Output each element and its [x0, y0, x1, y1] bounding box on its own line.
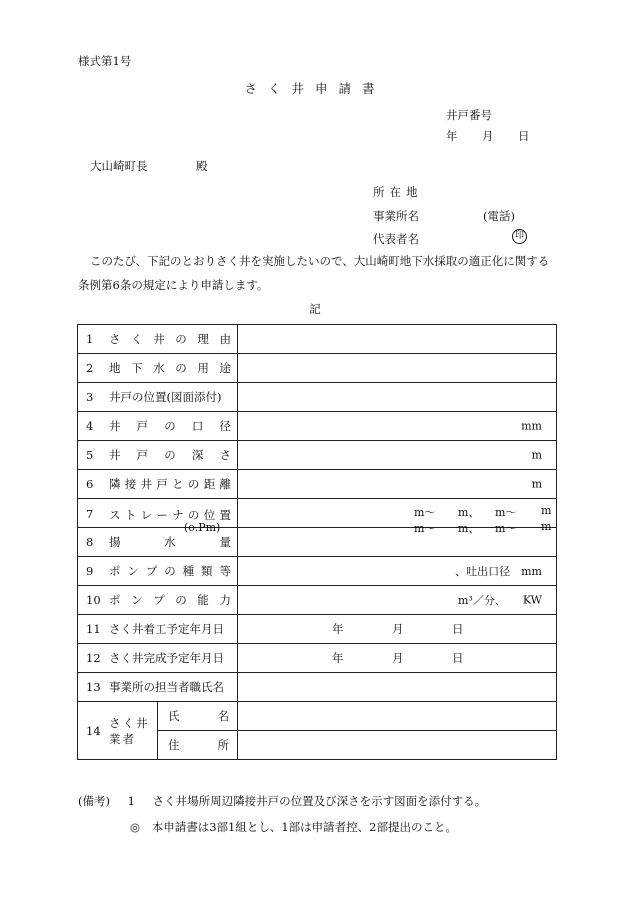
strainer-unit: m、: [458, 522, 480, 535]
row-number: 5: [86, 448, 94, 462]
notes-prefix: (備考): [78, 794, 110, 808]
date-cell[interactable]: [238, 644, 557, 673]
row-sublabel: (o.Pm): [184, 521, 221, 534]
table-row: [78, 412, 557, 441]
unit-label: mm: [521, 419, 542, 433]
date-year: 年: [446, 129, 458, 143]
table-row: [78, 383, 557, 412]
value-cell[interactable]: [238, 325, 557, 354]
table-row: [78, 499, 557, 528]
name-label: 氏 名: [168, 709, 229, 723]
date-month: 月: [482, 129, 494, 143]
strainer-unit: m〜: [414, 522, 436, 535]
well-number-label: 井戸番号: [446, 108, 492, 122]
value-cell[interactable]: [238, 586, 557, 615]
applicant-representative: [373, 231, 533, 247]
representative-label: 代表者名: [373, 232, 419, 246]
row-number: 6: [86, 477, 94, 491]
applicant-address: [373, 184, 533, 200]
row-label: 揚 水 量: [109, 535, 231, 549]
bullet-icon: ◎: [130, 820, 141, 834]
row-number: 1: [86, 332, 94, 346]
strainer-cell[interactable]: [238, 499, 557, 535]
table-row: [78, 470, 557, 499]
date-year: 年: [332, 622, 344, 636]
unit-label: KW: [522, 593, 542, 607]
applicant-office: [373, 208, 533, 224]
row-label: さ く 井 の 理 由: [109, 332, 231, 346]
strainer-unit: m〜: [495, 506, 517, 519]
row-label: ポ ン プ の 能 力: [109, 593, 231, 607]
note-text: さく井場所周辺隣接井戸の位置及び深さを示す図面を添付する。: [152, 794, 487, 808]
strainer-unit: m: [541, 520, 552, 533]
row-number: 12: [86, 651, 101, 665]
strainer-unit: m: [541, 504, 552, 517]
table-row: [78, 557, 557, 586]
table-row: [78, 325, 557, 354]
row-label: さく井着工予定年月日: [109, 622, 224, 636]
value-cell[interactable]: [238, 354, 557, 383]
note-text: 本申請書は3部1組とし、1部は申請者控、2部提出のこと。: [151, 820, 457, 834]
table-row: [78, 673, 557, 702]
address-label: 所在地: [373, 185, 423, 199]
strainer-unit: m〜: [414, 506, 436, 519]
row-label: 井 戸 の 深 さ: [109, 448, 231, 462]
value-cell[interactable]: [238, 528, 557, 557]
row-label: 井戸の位置(図面添付): [109, 390, 222, 404]
date-day: 日: [452, 622, 464, 636]
row-label: ス ト レ ー ナ の 位 置: [109, 508, 231, 522]
table-row: [78, 586, 557, 615]
address-label: 住 所: [168, 738, 229, 752]
note-item-2: [130, 819, 457, 835]
row-number: 10: [86, 593, 101, 607]
table-row: [78, 528, 557, 557]
strainer-unit: m〜: [495, 522, 517, 535]
unit-label: m³／分、: [458, 594, 506, 607]
contractor-address-cell[interactable]: [238, 731, 557, 760]
honorific: 殿: [196, 159, 208, 173]
row-number: 9: [86, 564, 94, 578]
row-label: 井 戸 の 口 径: [109, 419, 231, 433]
contractor-label-cell: [78, 702, 158, 760]
value-cell[interactable]: [238, 673, 557, 702]
row-number: 13: [86, 680, 101, 694]
seal-icon: 印: [512, 229, 527, 244]
note-number: 1: [127, 794, 135, 808]
application-statement: このたび、下記のとおりさく井を実施したいので、大山崎町地下水採取の適正化に関する条例第6条の規定により申請します。: [78, 254, 550, 292]
date-day: 日: [452, 651, 464, 665]
address-label-cell: [158, 731, 238, 760]
ki-heading: 記: [309, 302, 321, 316]
date-day: 日: [518, 129, 530, 143]
date-cell[interactable]: [238, 615, 557, 644]
application-table: [77, 324, 557, 760]
addressee: 大山崎町長: [90, 159, 148, 173]
document-title: さく井申請書: [244, 81, 386, 96]
unit-label: m: [531, 477, 542, 491]
date-month: 月: [392, 651, 404, 665]
row-number: 11: [86, 622, 101, 636]
row-number: 4: [86, 419, 94, 433]
row-label: ポ ン プ の 種 類 等: [109, 564, 231, 578]
note-item-1: [78, 793, 486, 809]
value-cell[interactable]: [238, 557, 557, 586]
row-number: 8: [86, 535, 94, 549]
phone-label: (電話): [483, 209, 515, 223]
row-label: 隣 接 井 戸 と の 距 離: [109, 477, 231, 491]
value-cell[interactable]: [238, 441, 557, 470]
row-label: さく井業者: [109, 715, 150, 746]
value-cell[interactable]: [238, 412, 557, 441]
row-number: 3: [86, 390, 94, 404]
value-cell[interactable]: [238, 383, 557, 412]
table-row: [78, 644, 557, 673]
row-number: 7: [86, 507, 94, 521]
unit-label: m: [531, 448, 542, 462]
row-number: 14: [86, 723, 101, 738]
table-row: [78, 702, 557, 731]
value-cell[interactable]: [238, 470, 557, 499]
office-label: 事業所名: [373, 209, 419, 223]
table-row: [78, 615, 557, 644]
form-number: 様式第1号: [78, 54, 132, 68]
strainer-unit: m、: [458, 506, 480, 519]
row-number: 2: [86, 361, 94, 375]
row-label: さく井完成予定年月日: [109, 651, 224, 665]
date-month: 月: [392, 622, 404, 636]
row-label: 地 下 水 の 用 途: [109, 361, 231, 375]
unit-label: 、吐出口径 mm: [455, 565, 542, 578]
table-row: [78, 441, 557, 470]
name-label-cell: [158, 702, 238, 731]
row-label: 事業所の担当者職氏名: [109, 680, 224, 694]
date-year: 年: [332, 651, 344, 665]
table-row: [78, 354, 557, 383]
contractor-name-cell[interactable]: [238, 702, 557, 731]
